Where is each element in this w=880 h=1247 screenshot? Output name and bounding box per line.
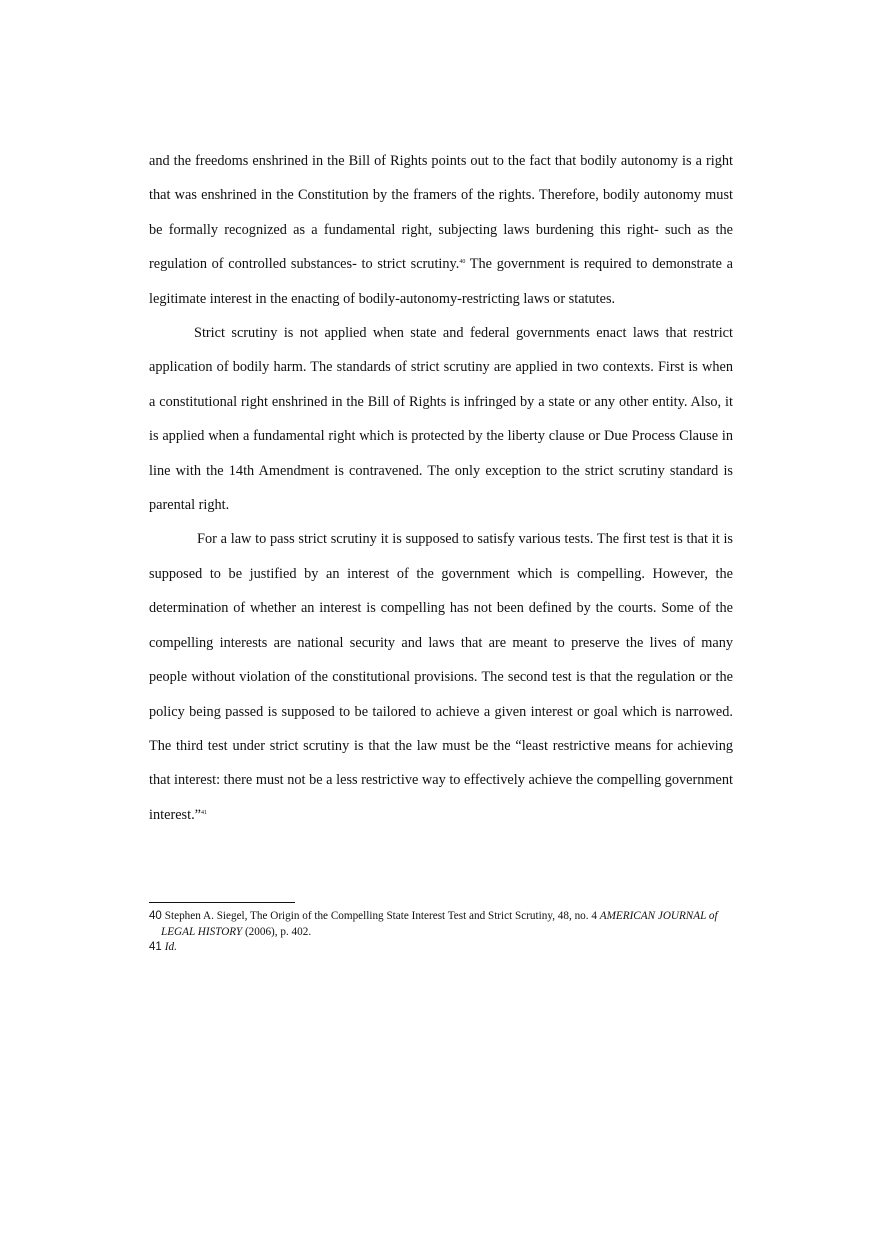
paragraph-1 [149,144,733,316]
paragraph-1-text-continued: The government is required to demonstrate a legitimate interest in the enacting of bodily-autonomy-restricting laws or statutes. [149,256,733,307]
paragraph-2 [149,316,733,522]
footnotes-section [149,909,729,956]
footnote-text-continued: (2006), p. 402. [242,925,312,938]
footnote-journal-title: AMERICAN JOURNAL of LEGAL HISTORY [161,910,718,938]
paragraph-2-text: Strict scrutiny is not applied when state and federal governments enact laws that restrict application of bodily harm. The standards of strict scrutiny are applied in two contexts. First is when a constitutional right enshrined in the Bill of Rights is infringed by a state or any other entity. Also, it is applied when a fundamental right which is protected by the liberty clause or Due Process Clause in line with the 14th Amendment is contravened. The only exception to the strict scrutiny standard is parental right. [149,325,733,514]
footnote-40 [149,909,729,940]
footnote-ref-41: 41 [201,809,208,816]
footnote-number: 41 [149,941,162,953]
footnote-citation: Id. [164,941,177,953]
footnote-ref-40: 40 [459,259,466,266]
paragraph-3 [149,522,733,832]
paragraph-3-text: For a law to pass strict scrutiny it is supposed to satisfy various tests. The first test is that it is supposed to be justified by an interest of the government which is compelling. However, the determination of whether an interest is compelling has not been defined by the courts. Some of the compelling interests are national security and laws that are meant to preserve the lives of many people without violation of the constitutional provisions. The second test is that the regulation or the policy being passed is supposed to be tailored to achieve a given interest or goal which is narrowed. The third test under strict scrutiny is that the law must be the “least restrictive means for achieving that interest: there must not be a less restrictive way to effectively achieve the compelling government interest.” [149,531,733,823]
footnote-text: Stephen A. Siegel, The Origin of the Compelling State Interest Test and Strict Scrutiny, 48, no. 4 [164,910,600,922]
footnote-separator [149,902,295,903]
main-body-text [149,144,733,832]
footnote-41 [149,940,729,956]
paragraph-1-text: and the freedoms enshrined in the Bill of Rights points out to the fact that bodily autonomy is a right that was enshrined in the Constitution by the framers of the rights. Therefore, bodily autonomy must be formally recognized as a fundamental right, subjecting laws burdening this right- such as the regulation of controlled substances- to strict scrutiny. [149,153,733,273]
footnote-number: 40 [149,910,162,922]
